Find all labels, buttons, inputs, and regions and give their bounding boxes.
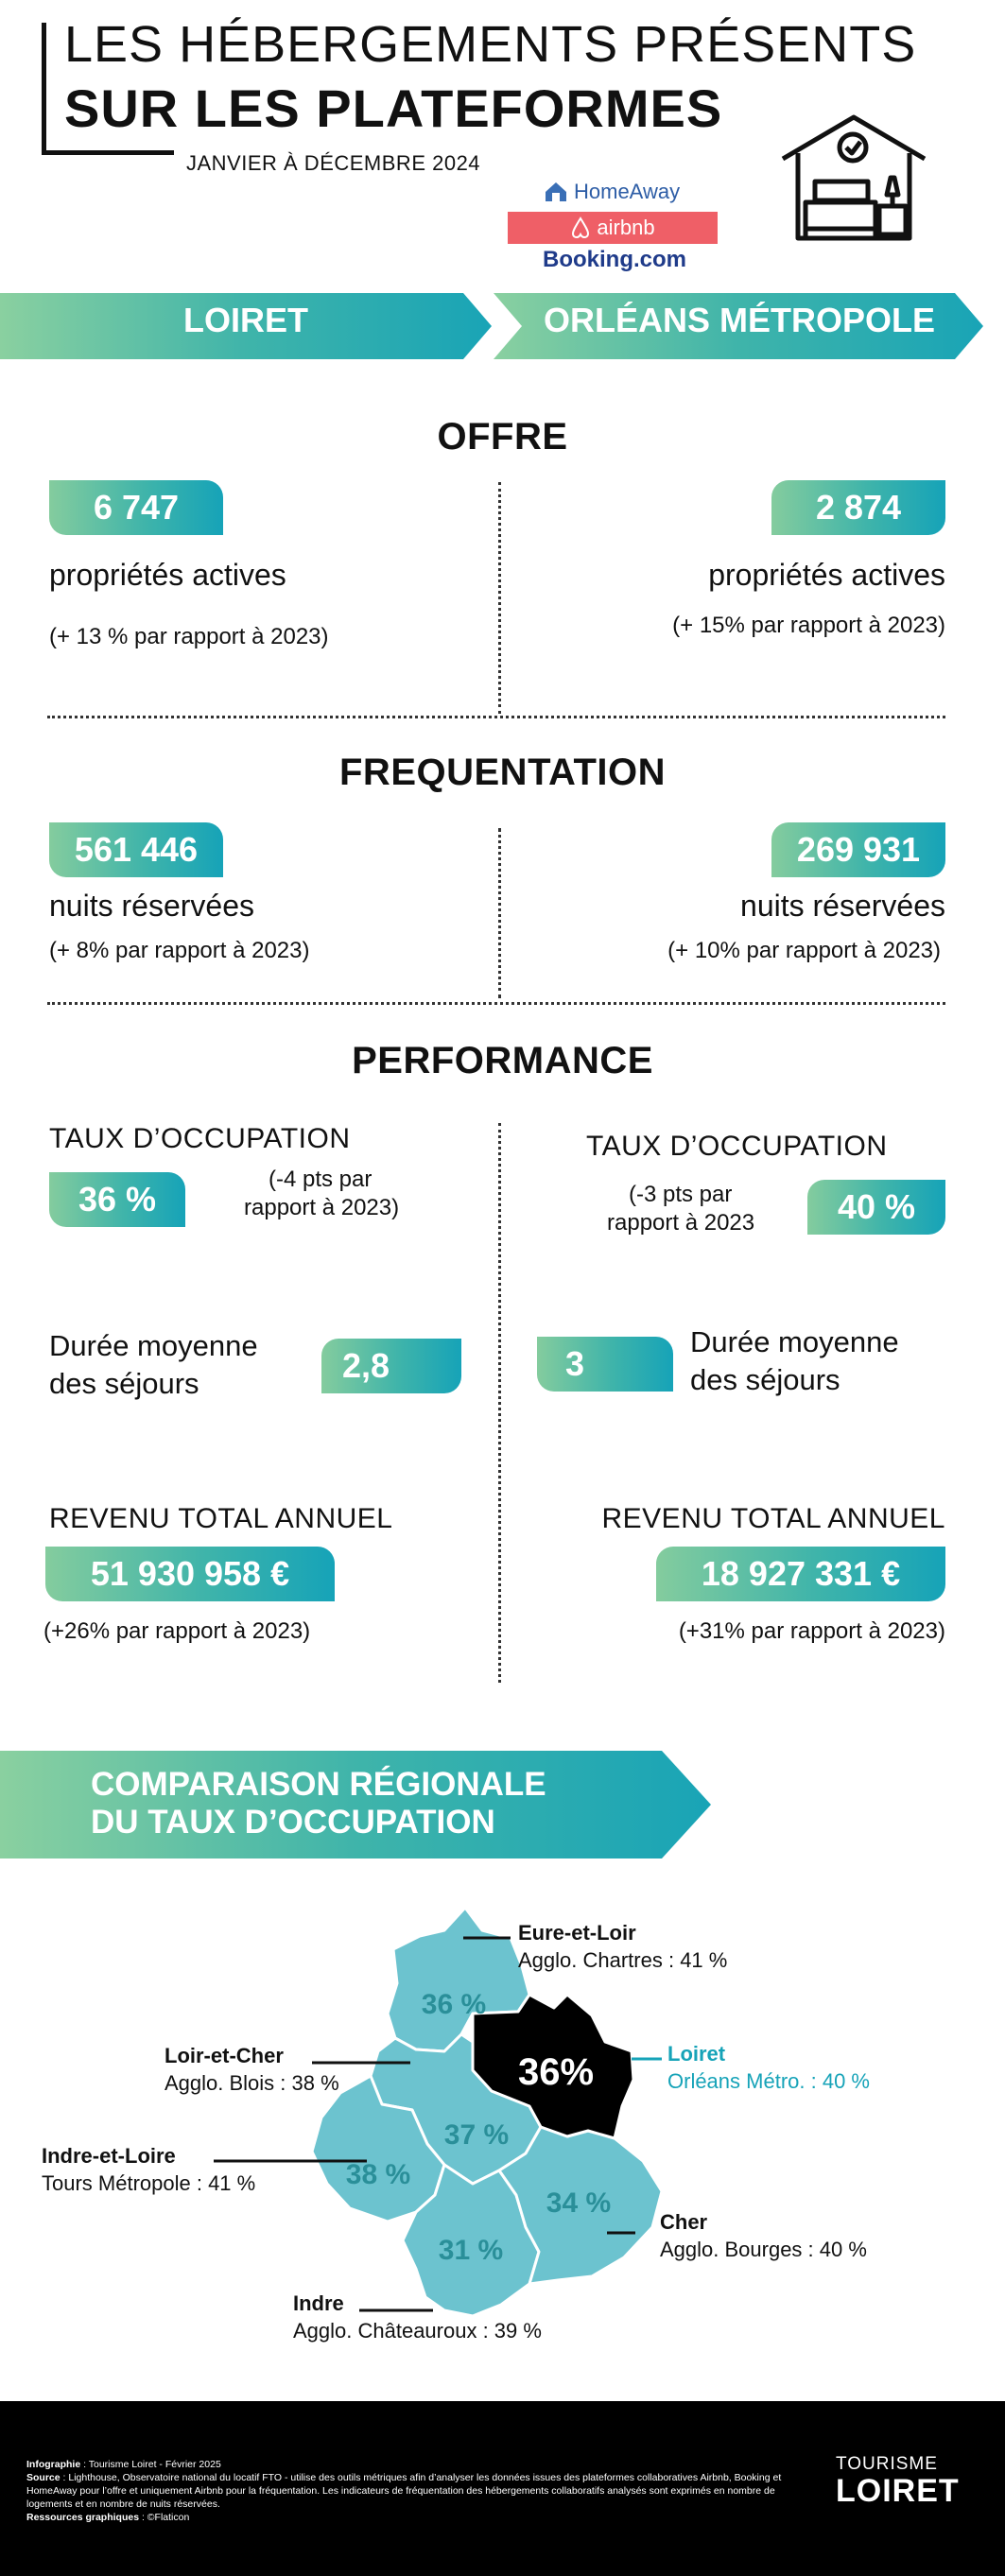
frequentation-right-label: nuits réservées	[740, 889, 945, 923]
map-name-cher: Cher	[660, 2210, 708, 2234]
map-label-indre-et-loire	[42, 2142, 255, 2197]
perf-right-occupancy-change-2: rapport à 2023	[607, 1210, 755, 1236]
footer-infographie: : Tourisme Loiret - Février 2025	[80, 2459, 221, 2470]
map-label-eure-et-loir	[518, 1919, 727, 1974]
footer-resources-label: Ressources graphiques	[26, 2512, 140, 2523]
perf-left-occupancy-change-1: (-4 pts par	[269, 1167, 373, 1192]
frequentation-left-label: nuits réservées	[49, 889, 254, 923]
map-detail-cher: Agglo. Bourges : 40 %	[660, 2238, 867, 2261]
footer-resources: : ©Flaticon	[139, 2512, 190, 2523]
offre-left-value: 6 747	[49, 480, 223, 535]
airbnb-text: airbnb	[597, 216, 655, 239]
perf-right-revenue-value: 18 927 331 €	[656, 1547, 945, 1601]
map-rate-indre: 31 %	[438, 2235, 504, 2266]
page-title-line2: SUR LES PLATEFORMES	[64, 78, 723, 138]
map-rate-loiret: 36%	[517, 2051, 595, 2093]
perf-right-occupancy-change-1: (-3 pts par	[629, 1182, 733, 1207]
airbnb-logo	[508, 212, 718, 244]
divider-offre	[47, 716, 945, 718]
column-left-title: LOIRET	[183, 301, 308, 339]
comparison-title-line2: DU TAUX D’OCCUPATION	[91, 1804, 495, 1841]
map-rate-indre-et-loire: 38 %	[345, 2159, 411, 2190]
perf-left-occupancy-change-2: rapport à 2023)	[244, 1195, 400, 1220]
period-label: JANVIER À DÉCEMBRE 2024	[186, 151, 481, 175]
map-rate-loir-et-cher: 37 %	[443, 2119, 510, 2151]
homeaway-text: HomeAway	[574, 180, 681, 203]
comparison-title-line1: COMPARAISON RÉGIONALE	[91, 1766, 546, 1803]
map-name-eure-et-loir: Eure-et-Loir	[518, 1921, 636, 1945]
map-rate-cher: 34 %	[546, 2187, 612, 2219]
header-bracket	[42, 23, 46, 155]
homeaway-logo	[544, 180, 680, 204]
map-label-loiret	[667, 2040, 870, 2095]
map-name-loiret: Loiret	[667, 2042, 726, 2066]
divider-vertical-performance	[498, 1123, 501, 1683]
perf-right-occupancy-value: 40 %	[807, 1180, 945, 1235]
performance-title: PERFORMANCE	[352, 1040, 653, 1081]
map-name-loir-et-cher: Loir-et-Cher	[165, 2044, 284, 2067]
perf-left-revenue-value: 51 930 958 €	[45, 1547, 335, 1601]
page-title-line1: LES HÉBERGEMENTS PRÉSENTS	[64, 16, 917, 73]
header-bracket-bottom	[42, 150, 174, 155]
frequentation-left-value: 561 446	[49, 822, 223, 877]
map-detail-eure-et-loir: Agglo. Chartres : 41 %	[518, 1948, 728, 1972]
tourisme-loiret-logo	[836, 2454, 960, 2507]
map-detail-indre-et-loire: Tours Métropole : 41 %	[42, 2171, 256, 2195]
homeaway-logo-icon	[544, 181, 568, 203]
offre-right-change: (+ 15% par rapport à 2023)	[672, 613, 945, 638]
map-label-cher	[660, 2208, 867, 2263]
map-label-indre	[293, 2290, 542, 2344]
divider-vertical-offre	[498, 482, 501, 714]
offre-title: OFFRE	[437, 416, 568, 458]
divider-vertical-frequentation	[498, 828, 501, 998]
perf-left-occupancy-label: TAUX D’OCCUPATION	[49, 1123, 351, 1154]
perf-right-occupancy-label: TAUX D’OCCUPATION	[586, 1131, 888, 1162]
offre-left-change: (+ 13 % par rapport à 2023)	[49, 624, 329, 649]
airbnb-logo-icon	[570, 216, 591, 239]
frequentation-title: FREQUENTATION	[339, 752, 666, 793]
map-name-indre: Indre	[293, 2291, 344, 2315]
map-detail-loir-et-cher: Agglo. Blois : 38 %	[165, 2071, 339, 2095]
map-rate-eure-et-loir: 36 %	[421, 1989, 487, 2020]
footer	[0, 2401, 1005, 2576]
offre-left-label: propriétés actives	[49, 558, 286, 592]
perf-right-stay-value: 3	[537, 1337, 673, 1392]
logo-line1: TOURISME	[836, 2454, 938, 2474]
column-right-title: ORLÉANS MÉTROPOLE	[543, 301, 936, 339]
map-label-loir-et-cher	[165, 2042, 339, 2097]
footer-source-label: Source	[26, 2472, 61, 2483]
perf-right-stay-label-1: Durée moyenne	[690, 1325, 899, 1358]
perf-left-revenue-label: REVENU TOTAL ANNUEL	[49, 1503, 393, 1534]
perf-left-revenue-change: (+26% par rapport à 2023)	[43, 1618, 311, 1644]
booking-logo: Booking.com	[543, 247, 687, 272]
perf-left-stay-label-2: des séjours	[49, 1367, 199, 1400]
perf-right-stay-label-2: des séjours	[690, 1363, 840, 1396]
perf-right-revenue-change: (+31% par rapport à 2023)	[678, 1618, 945, 1644]
offre-right-label: propriétés actives	[708, 558, 945, 592]
frequentation-right-value: 269 931	[771, 822, 945, 877]
map-detail-indre: Agglo. Châteauroux : 39 %	[293, 2319, 542, 2343]
offre-right-value: 2 874	[771, 480, 945, 535]
footer-source: : Lighthouse, Observatoire national du locatif FTO - utilise des outils métriques afin d’analyser les données issues des plateformes collaboratives Airbnb, Booking et HomeAway pour l’offre et uniquement Airbnb pour la fréquentation. Les indicateurs de fréquentation des hébergements collaboratifs analysés sont exprimés en nombre de logements et en nombre de nuits réservées.	[26, 2472, 782, 2510]
logo-line2: LOIRET	[836, 2473, 960, 2509]
footer-text	[26, 2458, 792, 2524]
perf-right-revenue-label: REVENU TOTAL ANNUEL	[601, 1503, 945, 1534]
frequentation-left-change: (+ 8% par rapport à 2023)	[49, 938, 310, 963]
perf-left-stay-value: 2,8	[321, 1339, 461, 1393]
perf-left-stay-label-1: Durée moyenne	[49, 1329, 258, 1362]
map-name-indre-et-loire: Indre-et-Loire	[42, 2144, 176, 2168]
footer-infographie-label: Infographie	[26, 2459, 81, 2470]
map-detail-loiret: Orléans Métro. : 40 %	[667, 2069, 870, 2093]
divider-frequentation	[47, 1002, 945, 1005]
house-bed-icon	[777, 112, 930, 244]
perf-left-occupancy-value: 36 %	[49, 1172, 185, 1227]
frequentation-right-change: (+ 10% par rapport à 2023)	[667, 938, 941, 963]
